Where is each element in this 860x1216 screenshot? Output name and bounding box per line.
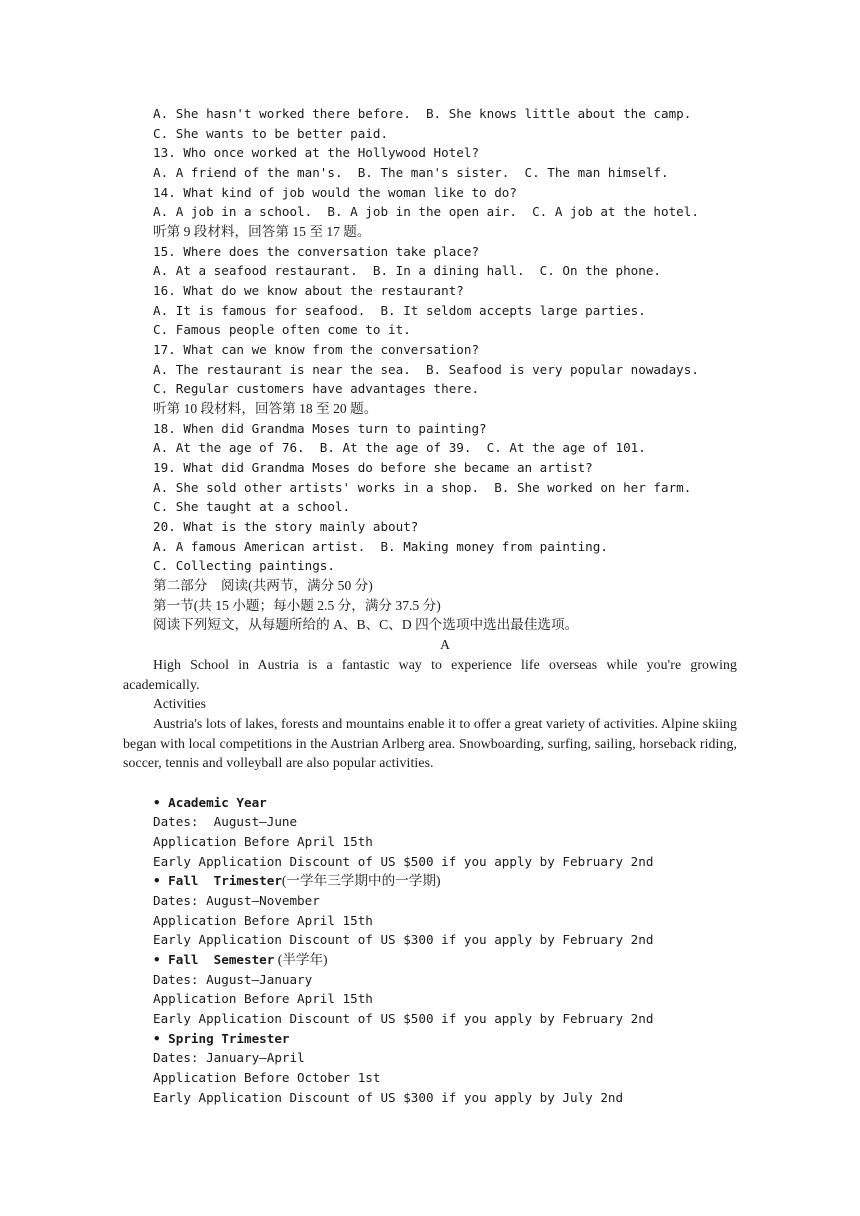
program-dates: Dates: August—January — [153, 972, 313, 987]
q16-option-c: C. Famous people often come to it. — [153, 322, 411, 337]
q12-option-b: B. She knows little about the camp. — [425, 106, 692, 121]
q19-options-ab: A. She sold other artists' works in a shop. B. She worked on her farm. — [153, 480, 692, 495]
program-discount: Early Application Discount of US $300 if you apply by February 2nd — [153, 932, 654, 947]
q18-options: A. At the age of 76. B. At the age of 39. C. At the age of 101. — [153, 440, 646, 455]
program-dates: Dates: August—November — [153, 893, 320, 908]
program-dates: Dates: January—April — [153, 1050, 305, 1065]
program-discount: Early Application Discount of US $500 if you apply by February 2nd — [153, 854, 654, 869]
q12-option-a: A. She hasn't worked there before. — [153, 106, 411, 121]
q16-question: 16. What do we know about the restaurant? — [153, 283, 464, 298]
program-dates: Dates: August—June — [153, 814, 298, 829]
q20-question: 20. What is the story mainly about? — [153, 519, 419, 534]
q15-options: A. At a seafood restaurant. B. In a dining hall. C. On the phone. — [153, 263, 661, 278]
q14-options: A. A job in a school. B. A job in the open air. C. A job at the hotel. — [153, 204, 699, 219]
program-name: • Spring Trimester — [153, 1031, 290, 1046]
q12-options-ab — [153, 104, 691, 124]
section-one-title: 第一节(共 15 小题；每小题 2.5 分，满分 37.5 分) — [153, 598, 441, 613]
activities-paragraph: Austria's lots of lakes, forests and mountains enable it to offer a great variety of activities. Alpine skiing began with local competitions in the Austrian Arlberg area. Snowboarding, surfing, sailing, horseback riding, soccer, tennis and volleyball are also popular activities. — [123, 716, 737, 771]
q17-options-ab: A. The restaurant is near the sea. B. Seafood is very popular nowadays. — [153, 362, 699, 377]
q13-options: A. A friend of the man's. B. The man's sister. C. The man himself. — [153, 165, 669, 180]
program-fall-trimester-title — [153, 871, 441, 891]
program-deadline: Application Before April 15th — [153, 991, 373, 1006]
reading-instruction: 阅读下列短文，从每题所给的 A、B、C、D 四个选项中选出最佳选项。 — [153, 617, 579, 632]
q13-question: 13. Who once worked at the Hollywood Hotel? — [153, 145, 480, 160]
program-note: (一学年三学期中的一学期) — [281, 873, 441, 888]
q15-question: 15. Where does the conversation take place? — [153, 244, 480, 259]
program-academic-year-title — [153, 793, 267, 813]
program-fall-semester-title — [153, 950, 328, 970]
q12-option-c: C. She wants to be better paid. — [153, 126, 389, 141]
q18-question: 18. When did Grandma Moses turn to painting? — [153, 421, 487, 436]
program-deadline: Application Before April 15th — [153, 834, 373, 849]
activities-heading: Activities — [153, 696, 206, 711]
q19-option-c: C. She taught at a school. — [153, 499, 351, 514]
q14-question: 14. What kind of job would the woman like to do? — [153, 185, 517, 200]
material-9-instruction: 听第 9 段材料，回答第 15 至 17 题。 — [153, 224, 371, 239]
program-discount: Early Application Discount of US $300 if you apply by July 2nd — [153, 1090, 624, 1105]
program-discount: Early Application Discount of US $500 if you apply by February 2nd — [153, 1011, 654, 1026]
q17-option-c: C. Regular customers have advantages there. — [153, 381, 480, 396]
passage-intro: High School in Austria is a fantastic way to experience life overseas while you're growing academically. — [123, 657, 737, 692]
q16-options-ab: A. It is famous for seafood. B. It seldom accepts large parties. — [153, 303, 646, 318]
q20-option-c: C. Collecting paintings. — [153, 558, 335, 573]
program-deadline: Application Before April 15th — [153, 913, 373, 928]
part-two-title: 第二部分 阅读(共两节，满分 50 分) — [153, 578, 373, 593]
q19-question: 19. What did Grandma Moses do before she became an artist? — [153, 460, 593, 475]
passage-letter: A — [440, 637, 450, 652]
program-name: • Fall Trimester — [153, 873, 282, 888]
program-spring-trimester-title — [153, 1029, 289, 1049]
program-name: • Academic Year — [153, 795, 267, 810]
program-note: (半学年) — [274, 952, 328, 967]
q20-options-ab: A. A famous American artist. B. Making money from painting. — [153, 539, 608, 554]
program-deadline: Application Before October 1st — [153, 1070, 381, 1085]
program-name: • Fall Semester — [153, 952, 275, 967]
material-10-instruction: 听第 10 段材料，回答第 18 至 20 题。 — [153, 401, 378, 416]
q17-question: 17. What can we know from the conversation? — [153, 342, 480, 357]
